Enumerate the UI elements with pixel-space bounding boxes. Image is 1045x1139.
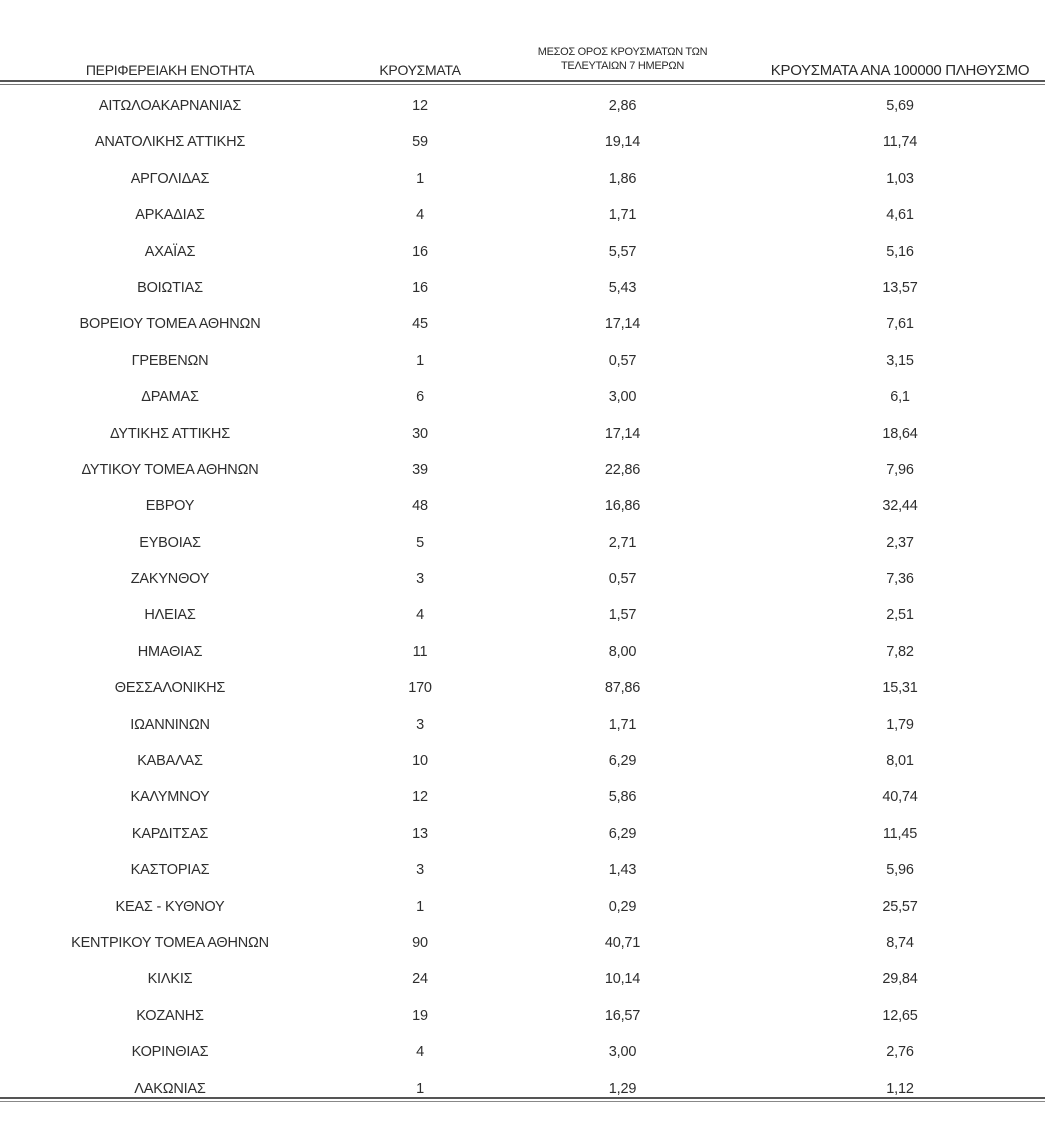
cell-cases: 39 xyxy=(412,461,428,478)
cell-avg-7-days: 2,86 xyxy=(608,98,637,114)
cell-avg-7-days: 6,29 xyxy=(608,825,637,842)
table-row xyxy=(0,527,1045,563)
table-row xyxy=(0,126,1045,162)
cell-region: ΗΜΑΘΙΑΣ xyxy=(137,643,203,660)
cell-region: ΚΑΒΑΛΑΣ xyxy=(137,753,203,770)
table-row xyxy=(0,308,1045,344)
cell-cases: 11 xyxy=(412,643,428,660)
table-row xyxy=(0,927,1045,963)
cell-cases: 59 xyxy=(412,134,428,151)
table-row xyxy=(0,272,1045,308)
cell-cases: 3 xyxy=(416,716,424,733)
cell-avg-7-days: 1,43 xyxy=(608,862,637,879)
cell-avg-7-days: 2,71 xyxy=(608,534,637,551)
cell-per-100k: 3,15 xyxy=(886,352,914,369)
cell-cases: 24 xyxy=(412,971,428,988)
cell-region: ΔΥΤΙΚΟΥ ΤΟΜΕΑ ΑΘΗΝΩΝ xyxy=(81,461,259,478)
cell-region: ΛΑΚΩΝΙΑΣ xyxy=(134,1080,206,1097)
cell-region: ΓΡΕΒΕΝΩΝ xyxy=(131,352,209,369)
table-row xyxy=(0,854,1045,890)
header-per-100k: ΚΡΟΥΣΜΑΤΑ ΑΝΑ 100000 ΠΛΗΘΥΣΜΟ xyxy=(770,62,1030,79)
cell-per-100k: 25,57 xyxy=(882,898,918,915)
cell-avg-7-days: 8,00 xyxy=(608,643,637,660)
cell-cases: 1 xyxy=(416,170,424,187)
table-row xyxy=(0,1000,1045,1036)
cell-per-100k: 11,45 xyxy=(882,825,918,842)
cell-avg-7-days: 1,71 xyxy=(608,207,637,224)
cell-per-100k: 2,37 xyxy=(886,534,914,551)
table-row xyxy=(0,454,1045,490)
cell-per-100k: 32,44 xyxy=(882,498,918,515)
cell-avg-7-days: 0,57 xyxy=(608,571,637,588)
cell-region: ΚΑΣΤΟΡΙΑΣ xyxy=(130,862,210,879)
cell-region: ΔΥΤΙΚΗΣ ΑΤΤΙΚΗΣ xyxy=(110,425,230,442)
cell-cases: 90 xyxy=(412,934,428,951)
cell-avg-7-days: 40,71 xyxy=(604,934,641,951)
cell-cases: 16 xyxy=(412,279,428,296)
cell-cases: 3 xyxy=(416,862,424,879)
header-avg-line2: ΤΕΛΕΥΤΑΙΩΝ 7 ΗΜΕΡΩΝ xyxy=(560,60,685,72)
cell-cases: 4 xyxy=(416,607,424,624)
cell-region: ΚΑΛΥΜΝΟΥ xyxy=(130,789,210,806)
cell-avg-7-days: 5,86 xyxy=(608,789,637,806)
cell-region: ΑΡΚΑΔΙΑΣ xyxy=(135,207,205,224)
cell-region: ΒΟΡΕΙΟΥ ΤΟΜΕΑ ΑΘΗΝΩΝ xyxy=(79,316,261,333)
cell-avg-7-days: 17,14 xyxy=(604,425,641,442)
cell-cases: 10 xyxy=(412,753,428,770)
cell-avg-7-days: 1,71 xyxy=(608,716,637,733)
cell-region: ΒΟΙΩΤΙΑΣ xyxy=(137,279,203,296)
cell-cases: 13 xyxy=(412,825,428,842)
cell-per-100k: 13,57 xyxy=(882,279,918,296)
cell-cases: 5 xyxy=(416,534,424,551)
cell-region: ΑΝΑΤΟΛΙΚΗΣ ΑΤΤΙΚΗΣ xyxy=(94,134,246,151)
cell-per-100k: 1,03 xyxy=(886,170,914,187)
cell-cases: 6 xyxy=(416,389,424,406)
cell-region: ΚΙΛΚΙΣ xyxy=(147,971,193,988)
cell-per-100k: 7,96 xyxy=(886,461,914,478)
cell-per-100k: 8,74 xyxy=(886,934,914,951)
cell-region: ΕΒΡΟΥ xyxy=(145,498,195,515)
table-row xyxy=(0,418,1045,454)
cell-per-100k: 29,84 xyxy=(882,971,918,988)
cell-region: ΚΟΡΙΝΘΙΑΣ xyxy=(131,1044,209,1061)
table-row xyxy=(0,963,1045,999)
cell-region: ΔΡΑΜΑΣ xyxy=(141,389,199,406)
cell-per-100k: 6,1 xyxy=(890,389,910,406)
cell-avg-7-days: 1,86 xyxy=(608,170,637,187)
cell-avg-7-days: 3,00 xyxy=(608,1044,637,1061)
cell-region: ΚΕΑΣ - ΚΥΘΝΟΥ xyxy=(115,898,225,915)
header-region: ΠΕΡΙΦΕΡΕΙΑΚΗ ΕΝΟΤΗΤΑ xyxy=(85,62,255,78)
cell-per-100k: 8,01 xyxy=(886,753,914,770)
cell-avg-7-days: 16,57 xyxy=(604,1007,641,1024)
cell-cases: 16 xyxy=(412,243,428,260)
cell-avg-7-days: 22,86 xyxy=(604,461,641,478)
header-cases: ΚΡΟΥΣΜΑΤΑ xyxy=(379,62,461,78)
cell-cases: 12 xyxy=(412,789,428,806)
table-row xyxy=(0,599,1045,635)
cell-region: ΚΑΡΔΙΤΣΑΣ xyxy=(131,825,209,842)
cell-cases: 3 xyxy=(416,571,424,588)
table-row xyxy=(0,381,1045,417)
cell-per-100k: 2,51 xyxy=(886,607,914,624)
cell-per-100k: 5,69 xyxy=(886,98,914,114)
cell-per-100k: 18,64 xyxy=(882,425,918,442)
cell-region: ΑΧΑΪΑΣ xyxy=(144,243,196,260)
cell-region: ΑΙΤΩΛΟΑΚΑΡΝΑΝΙΑΣ xyxy=(98,98,242,114)
cell-per-100k: 7,82 xyxy=(886,643,914,660)
cell-per-100k: 2,76 xyxy=(886,1044,914,1061)
cell-cases: 30 xyxy=(412,425,428,442)
cell-avg-7-days: 3,00 xyxy=(608,389,637,406)
table-row xyxy=(0,672,1045,708)
table-row xyxy=(0,745,1045,781)
table-row xyxy=(0,345,1045,381)
table-header xyxy=(0,40,1045,80)
cell-per-100k: 12,65 xyxy=(882,1007,918,1024)
cell-cases: 48 xyxy=(412,498,428,515)
cell-avg-7-days: 5,43 xyxy=(608,279,637,296)
cell-cases: 19 xyxy=(412,1007,428,1024)
table-row xyxy=(0,818,1045,854)
cell-region: ΕΥΒΟΙΑΣ xyxy=(139,534,201,551)
cell-per-100k: 1,12 xyxy=(886,1080,914,1097)
cell-cases: 12 xyxy=(412,98,428,114)
cell-region: ΗΛΕΙΑΣ xyxy=(144,607,196,624)
cell-cases: 170 xyxy=(408,680,432,697)
cell-cases: 1 xyxy=(416,898,424,915)
table-row xyxy=(0,563,1045,599)
cell-per-100k: 7,61 xyxy=(886,316,914,333)
cell-cases: 1 xyxy=(416,352,424,369)
table-row xyxy=(0,781,1045,817)
cell-per-100k: 7,36 xyxy=(886,571,914,588)
cell-region: ΘΕΣΣΑΛΟΝΙΚΗΣ xyxy=(114,680,226,697)
cell-cases: 4 xyxy=(416,1044,424,1061)
cell-avg-7-days: 0,29 xyxy=(608,898,637,915)
header-divider xyxy=(0,80,1045,85)
cell-avg-7-days: 1,57 xyxy=(608,607,637,624)
table-row xyxy=(0,90,1045,126)
cell-cases: 1 xyxy=(416,1080,424,1097)
cell-cases: 4 xyxy=(416,207,424,224)
cell-per-100k: 4,61 xyxy=(886,207,914,224)
header-avg-line1: ΜΕΣΟΣ ΟΡΟΣ ΚΡΟΥΣΜΑΤΩΝ ΤΩΝ xyxy=(537,46,708,58)
header-avg-7-days xyxy=(495,45,750,73)
cell-per-100k: 1,79 xyxy=(886,716,914,733)
cell-avg-7-days: 10,14 xyxy=(604,971,641,988)
cell-region: ΑΡΓΟΛΙΔΑΣ xyxy=(130,170,210,187)
cell-avg-7-days: 16,86 xyxy=(604,498,641,515)
cell-region: ΖΑΚΥΝΘΟΥ xyxy=(130,571,210,588)
cell-cases: 45 xyxy=(412,316,428,333)
cell-avg-7-days: 19,14 xyxy=(604,134,641,151)
table-row xyxy=(0,1036,1045,1072)
table-row xyxy=(0,636,1045,672)
table-row xyxy=(0,490,1045,526)
cell-per-100k: 40,74 xyxy=(882,789,918,806)
cell-avg-7-days: 1,29 xyxy=(608,1080,637,1097)
cell-region: ΚΕΝΤΡΙΚΟΥ ΤΟΜΕΑ ΑΘΗΝΩΝ xyxy=(71,934,269,951)
cell-region: ΚΟΖΑΝΗΣ xyxy=(136,1007,204,1024)
table-row xyxy=(0,163,1045,199)
table-row xyxy=(0,1073,1045,1109)
table-row xyxy=(0,891,1045,927)
cell-per-100k: 11,74 xyxy=(882,134,918,151)
cell-avg-7-days: 5,57 xyxy=(608,243,637,260)
table-row xyxy=(0,236,1045,272)
cell-per-100k: 5,96 xyxy=(886,862,914,879)
table-bottom-divider xyxy=(0,1097,1045,1102)
table-row xyxy=(0,709,1045,745)
cell-avg-7-days: 17,14 xyxy=(604,316,641,333)
table-row xyxy=(0,199,1045,235)
cell-avg-7-days: 87,86 xyxy=(604,680,641,697)
cell-avg-7-days: 0,57 xyxy=(608,352,637,369)
cell-per-100k: 5,16 xyxy=(886,243,914,260)
cell-region: ΙΩΑΝΝΙΝΩΝ xyxy=(130,716,210,733)
cell-avg-7-days: 6,29 xyxy=(608,753,637,770)
cell-per-100k: 15,31 xyxy=(882,680,918,697)
table-body xyxy=(0,90,1045,1109)
